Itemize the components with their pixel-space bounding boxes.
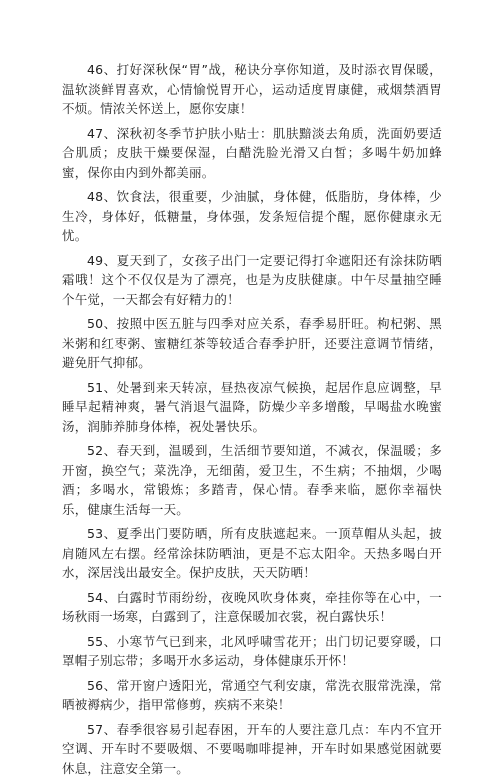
paragraph-57: 57、春季很容易引起春困，开车的人要注意几点：车内不宜开空调、开车时不要吸烟、不要喝咖啡提神，开车时如果感觉困就要休息，注意安全第一。: [62, 721, 442, 776]
paragraph-56: 56、常开窗户透阳光，常通空气利安康，常洗衣服常洗澡，常晒被褥病少，指甲常修剪，疾病不来染！: [62, 677, 442, 712]
paragraph-51: 51、处暑到来天转凉，昼热夜凉气候换，起居作息应调整，早睡早起精神爽，暑气消退气温降，防燥少辛多增酸，早喝盐水晚蜜汤，润肺养肺身体棒，祝处暑快乐。: [62, 379, 442, 434]
paragraph-48: 48、饮食法，很重要，少油腻，身体健，低脂肪，身体棒，少生冷，身体好，低糖量，身体强，发条短信提个醒，愿你健康永无忧。: [62, 189, 442, 243]
paragraph-52: 52、春天到，温暖到，生活细节要知道，不减衣，保温暖；多开窗，换空气；菜洗净，无细菌，爱卫生，不生病；不抽烟，少喝酒；多喝水，常锻炼；多踏青，保心情。春季来临，愿你幸福快乐，健康生活每一天。: [62, 443, 442, 517]
paragraph-46: 46、打好深秋保“胃”战，秘诀分享你知道，及时添衣胃保暖，温软淡鲜胃喜欢，心情愉悦胃开心，运动适度胃康健，戒烟禁酒胃不烦。情浓关怀送上，愿你安康！: [62, 62, 442, 116]
paragraph-53: 53、夏季出门要防晒，所有皮肤遮起来。一顶草帽从头起，披肩随风左右摆。经常涂抹防晒油，更是不忘太阳伞。天热多喝白开水，深居浅出最安全。保护皮肤，天天防晒！: [62, 526, 442, 580]
document-body: [62, 60, 442, 783]
paragraph-55: 55、小寒节气已到来，北风呼啸雪花开；出门切记要穿暖，口罩帽子别忘带；多喝开水多运动，身体健康乐开怀！: [62, 633, 442, 668]
paragraph-49: 49、夏天到了，女孩子出门一定要记得打伞遮阳还有涂抹防晒霜哦！这个不仅仅是为了漂亮，也是为皮肤健康。中午尽量抽空睡个午觉，一天都会有好精力的！: [62, 252, 442, 307]
paragraph-47: 47、深秋初冬季节护肤小贴士：肌肤黯淡去角质，洗面奶要适合肌质；皮肤干燥要保湿，白醋洗脸光滑又白皙；多喝牛奶加蜂蜜，保你由内到外都美丽。: [62, 125, 442, 180]
paragraph-54: 54、白露时节雨纷纷，夜晚风吹身体爽，牵挂你等在心中，一场秋雨一场寒，白露到了，注意保暖加衣裳，祝白露快乐！: [62, 589, 442, 624]
paragraph-50: 50、按照中医五脏与四季对应关系，春季易肝旺。枸杞粥、黑米粥和红枣粥、蜜糖红茶等较适合春季护肝，还要注意调节情绪，避免肝气抑郁。: [62, 316, 442, 370]
